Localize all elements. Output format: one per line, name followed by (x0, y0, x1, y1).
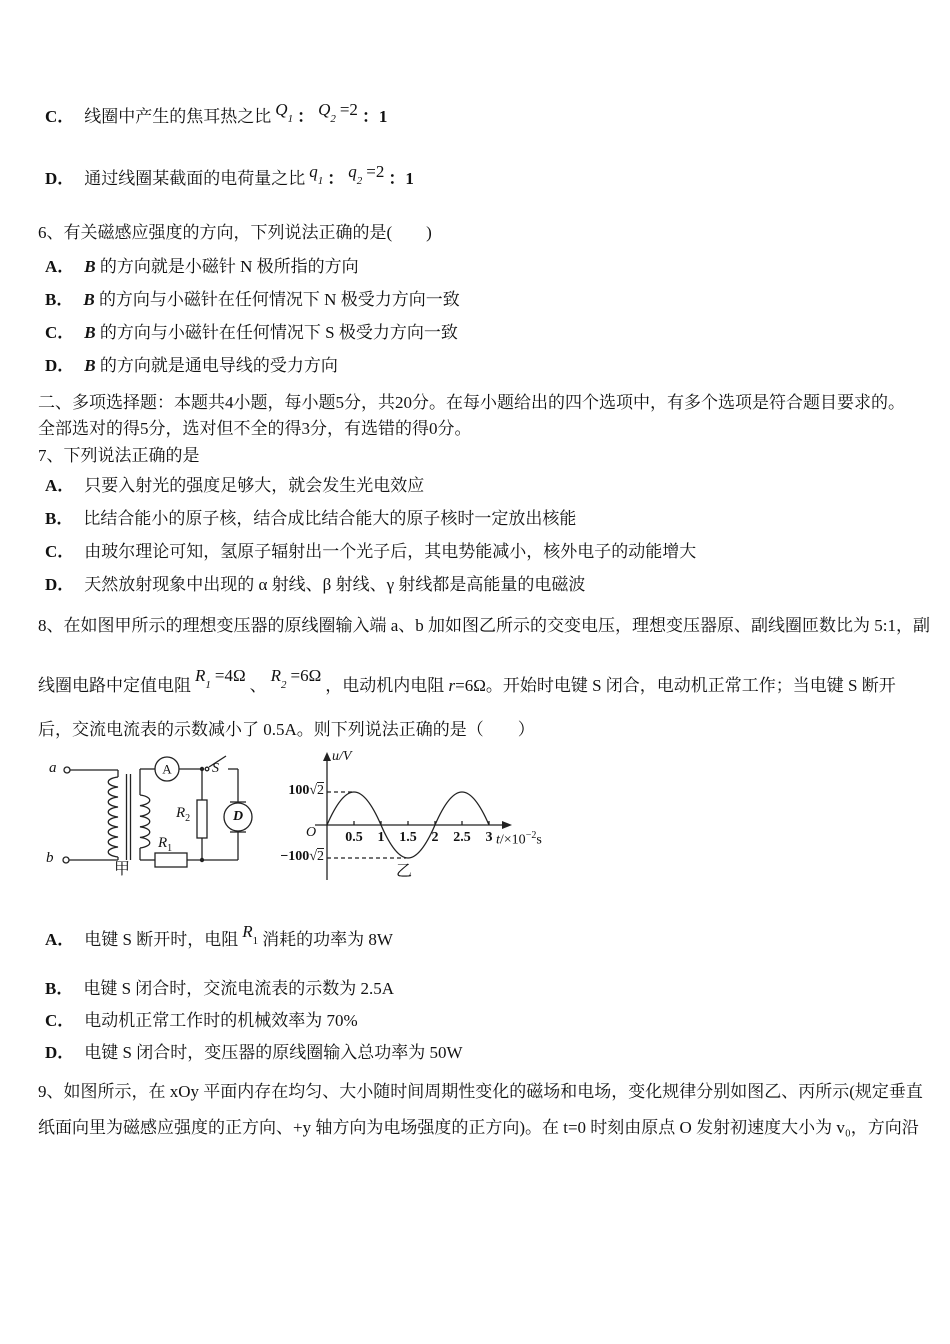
x-axis-exponent: −2 (525, 830, 537, 841)
q8-stem-line2 (38, 666, 896, 704)
q7-option-d (45, 573, 585, 597)
stem-text: 9、如图所示，在 xOy 平面内存在均匀、大小随时间周期性变化的磁场和电场，变化规律分别如图乙、丙所示(规定垂直 (38, 1082, 923, 1101)
q9-stem-line1 (38, 1080, 923, 1104)
terminal-a-text: a (49, 760, 57, 776)
option-label: A． (45, 257, 75, 276)
x-tick-2.5: 2.5 (453, 830, 471, 845)
var-B: B (84, 356, 96, 375)
option-text: 消耗的功率为 8W (262, 930, 393, 949)
option-text: 只要入射光的强度足够大，就会发生光电效应 (84, 476, 425, 495)
option-text: 由玻尔理论可知，氢原子辐射出一个光子后，其电势能减小，核外电子的动能增大 (84, 542, 697, 561)
formula-base: q (348, 162, 357, 181)
ratio-tail: ：1 (361, 107, 388, 126)
option-text: 比结合能小的原子核，结合成比结合能大的原子核时一定放出核能 (83, 509, 577, 528)
radical-sign: √ (309, 783, 317, 798)
q7-option-b (45, 507, 576, 531)
r1-base: R (158, 835, 168, 851)
radicand: 2 (317, 783, 324, 798)
option-label: B． (45, 509, 74, 528)
formula-sub: 2 (356, 175, 363, 188)
formula-equals: =4Ω (214, 666, 246, 685)
separator: 、 (249, 676, 267, 695)
formula-base: R (270, 666, 282, 685)
r1-sub: 1 (167, 843, 173, 854)
graph-trough-value (254, 850, 324, 864)
option-text: 线圈中产生的焦耳热之比 (84, 107, 272, 126)
stem-text: 纸面向里为磁感应强度的正方向、+y 轴方向为电场强度的正方向)。在 t=0 时刻由原点 O 发射初速度大小为 v₀，方向沿 (38, 1118, 919, 1137)
option-label: D． (45, 356, 75, 375)
y-axis-text: u/V (332, 749, 352, 764)
q7-stem (38, 444, 200, 468)
stem-text: 7、下列说法正确的是 (38, 446, 200, 465)
section-text: 二、多项选择题：本题共4小题，每小题5分，共20分。在每小题给出的四个选项中，有多个选项是符合题目要求的。 (38, 393, 905, 412)
formula-base: Q (275, 100, 288, 119)
q7-option-c (45, 540, 696, 564)
graph-peak-value (262, 784, 324, 798)
section2-header-line2 (38, 417, 472, 441)
option-text: 的方向就是通电导线的受力方向 (95, 356, 338, 375)
formula-base: R (195, 666, 206, 685)
var-B: B (83, 290, 95, 309)
option-label: A． (45, 930, 75, 949)
r2-base: R (176, 805, 186, 821)
q6-option-d (45, 354, 338, 378)
x-tick-0.5: 0.5 (345, 830, 363, 845)
resistor-R1-label (158, 836, 172, 854)
option-text: 的方向与小磁针在任何情况下 S 极受力方向一致 (95, 323, 458, 342)
formula-sub: 2 (281, 679, 287, 692)
formula-base: R (242, 922, 253, 941)
graph-origin-label (306, 826, 316, 840)
resistor-R2-label (176, 806, 190, 824)
motor-symbol (233, 810, 243, 824)
terminal-b-text: b (46, 850, 54, 866)
option-text: 天然放射现象中出现的 α 射线、β 射线、γ 射线都是高能量的电磁波 (84, 575, 586, 594)
var-B: B (84, 257, 96, 276)
q8-option-d (45, 1041, 463, 1065)
option-label: C． (45, 1011, 75, 1030)
formula-R1 (242, 920, 258, 950)
formula-base: q (309, 162, 318, 181)
formula-sub: 1 (287, 113, 294, 126)
q6-option-c (45, 321, 458, 345)
peak-number: 100 (288, 783, 310, 798)
ammeter-symbol: A (162, 761, 172, 777)
option-text: 通过线圈某截面的电荷量之比 (84, 169, 306, 188)
var-r: r (448, 676, 456, 695)
q6-option-b (45, 288, 460, 312)
formula-sub: 2 (330, 113, 336, 126)
graph-x-axis-label (496, 830, 542, 849)
option-label: D． (45, 169, 75, 188)
x-axis-mid: /×10 (499, 832, 526, 848)
option-label: D． (45, 575, 75, 594)
section-text: 全部选对的得5分，选对但不全的得3分，有选错的得0分。 (38, 419, 472, 438)
formula-R1 (195, 664, 246, 694)
q8-stem-line3 (38, 718, 535, 742)
q8-option-b (45, 977, 394, 1001)
option-label: D． (45, 1043, 75, 1062)
x-axis-unit: s (536, 832, 542, 848)
origin-text: O (306, 825, 317, 840)
graph-y-axis-label (332, 750, 351, 764)
stem-text: 后，交流电流表的示数减小了 0.5A。则下列说法正确的是（ ） (38, 720, 535, 739)
option-text: 电键 S 闭合时，变压器的原线圈输入总功率为 50W (84, 1043, 463, 1062)
graph-caption-yi: 乙 (395, 863, 413, 880)
option-text: 电键 S 闭合时，交流电流表的示数为 2.5A (83, 979, 395, 998)
option-label: C． (45, 107, 75, 126)
q6-stem (38, 221, 432, 245)
terminal-b-label (46, 851, 54, 866)
colon: ： (297, 107, 315, 126)
formula-base: Q (318, 100, 331, 119)
formula-sub: 1 (205, 679, 211, 692)
x-tick-1.5: 1.5 (399, 830, 417, 845)
q8-option-c (45, 1009, 358, 1033)
section2-header-line1 (38, 391, 905, 415)
option-label: C． (45, 323, 75, 342)
option-text: 电键 S 断开时，电阻 (84, 930, 239, 949)
switch-text: S (212, 761, 219, 776)
radical-sign: √ (309, 849, 317, 864)
formula-Q1 (275, 98, 293, 128)
stem-text: =6Ω。开始时电键 S 闭合，电动机正常工作；当电键 S 断开 (455, 676, 896, 695)
q8-stem-line1 (38, 614, 930, 638)
var-B: B (84, 323, 96, 342)
formula-equals: =6Ω (290, 666, 322, 685)
ratio-tail: ：1 (388, 169, 414, 188)
colon: ： (327, 169, 345, 188)
x-axis-t: t (496, 832, 500, 848)
option-text: 的方向就是小磁针 N 极所指的方向 (95, 257, 359, 276)
option-label: C． (45, 542, 75, 561)
formula-Q2 (318, 98, 358, 128)
circuit-caption-jia: 甲 (113, 861, 131, 878)
motor-text: D (232, 809, 244, 824)
formula-sub: 1 (317, 175, 324, 188)
formula-q1 (309, 160, 323, 190)
q5-option-c (45, 100, 388, 135)
terminal-a-label (49, 761, 57, 776)
radicand: 2 (317, 849, 324, 864)
q8-option-a (45, 922, 393, 958)
formula-sub: 1 (252, 935, 259, 948)
r2-sub: 2 (185, 813, 191, 824)
formula-q2 (348, 160, 384, 190)
formula-equals: =2 (339, 100, 358, 119)
stem-text: 8、在如图甲所示的理想变压器的原线圈输入端 a、b 加如图乙所示的交变电压，理想变压器原、副线圈匝数比为 5:1，副 (38, 616, 931, 635)
trough-number: −100 (280, 849, 310, 864)
q9-stem-line2 (38, 1116, 919, 1140)
q6-option-a (45, 255, 359, 279)
x-tick-2: 2 (431, 830, 439, 845)
option-label: B． (45, 290, 74, 309)
stem-text: 6、有关磁感应强度的方向，下列说法正确的是( ) (38, 223, 432, 242)
option-label: A． (45, 476, 75, 495)
stem-text: 线圈电路中定值电阻 (38, 676, 191, 695)
stem-text: ，电动机内电阻 (325, 676, 449, 695)
x-tick-1: 1 (377, 830, 385, 845)
switch-label (212, 762, 219, 776)
option-text: 电动机正常工作时的机械效率为 70% (84, 1011, 358, 1030)
x-tick-3: 3 (485, 830, 493, 845)
option-text: 的方向与小磁针在任何情况下 N 极受力方向一致 (94, 290, 460, 309)
formula-R2 (271, 664, 322, 694)
q8-figure (38, 748, 578, 900)
q7-option-a (45, 474, 424, 498)
option-label: B． (45, 979, 74, 998)
formula-equals: =2 (366, 162, 385, 181)
q5-option-d (45, 162, 414, 197)
